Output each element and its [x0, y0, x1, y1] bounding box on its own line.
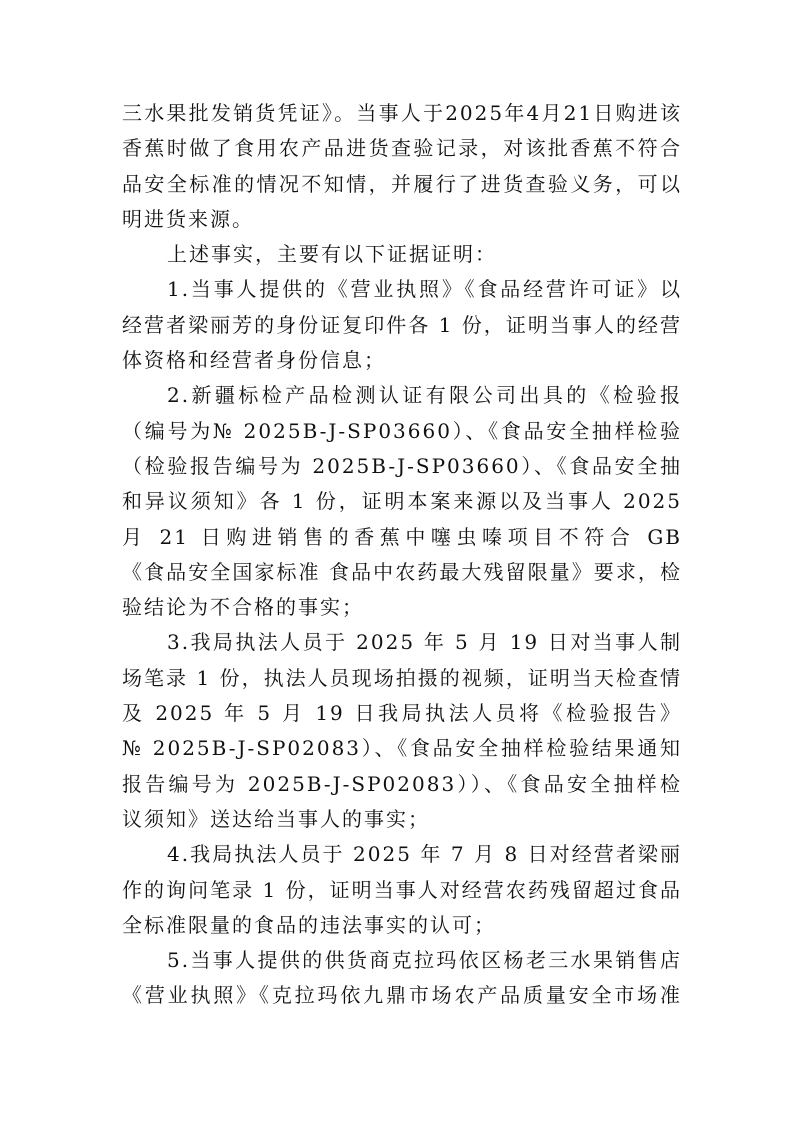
text-line: 作的询问笔录 1 份，证明当事人对经营农药残留超过食品	[122, 877, 682, 902]
text-line: （检验报告编号为 2025B-J-SP03660）、《食品安全抽	[122, 453, 682, 478]
document-body	[122, 96, 682, 1014]
text-line: 验结论为不合格的事实；	[122, 595, 364, 620]
text-line: 1.当事人提供的《营业执照》《食品经营许可证》以	[167, 277, 682, 302]
text-line: 品安全标准的情况不知情，并履行了进货查验义务，可以	[122, 171, 682, 196]
text-line: 体资格和经营者身份信息；	[122, 348, 386, 373]
text-line: 全标准限量的食品的违法事实的认可；	[122, 912, 496, 937]
text-line: 香蕉时做了食用农产品进货查验记录，对该批香蕉不符合	[122, 136, 682, 161]
text-line: 议须知》送达给当事人的事实；	[122, 806, 430, 831]
text-line: 场笔录 1 份，执法人员现场拍摄的视频，证明当天检查情	[122, 665, 682, 690]
text-line: 2.新疆标检产品检测认证有限公司出具的《检验报	[167, 383, 682, 408]
text-line: 明进货来源。	[122, 206, 254, 231]
text-line: 3.我局执法人员于 2025 年 5 月 19 日对当事人制	[167, 630, 682, 655]
text-line: 三水果批发销货凭证》。当事人于2025年4月21日购进该	[122, 101, 682, 125]
text-line: 《营业执照》《克拉玛依九鼎市场农产品质量安全市场准	[122, 983, 682, 1008]
text-line: 上述事实，主要有以下证据证明：	[167, 242, 497, 267]
text-line: 及 2025 年 5 月 19 日我局执法人员将《检验报告》	[122, 701, 682, 726]
text-line: 经营者梁丽芳的身份证复印件各 1 份，证明当事人的经营	[122, 312, 682, 337]
text-line: 4.我局执法人员于 2025 年 7 月 8 日对经营者梁丽	[167, 842, 682, 867]
text-line: 月 21 日购进销售的香蕉中噻虫嗪项目不符合 GB	[122, 524, 682, 549]
text-line: 和异议须知》各 1 份，证明本案来源以及当事人 2025	[122, 489, 682, 514]
text-line: （编号为№ 2025B-J-SP03660）、《食品安全抽样检验	[122, 418, 682, 443]
text-line: № 2025B-J-SP02083）、《食品安全抽样检验结果通知	[122, 736, 682, 761]
text-line: 5.当事人提供的供货商克拉玛依区杨老三水果销售店	[167, 948, 682, 973]
text-line: 《食品安全国家标准 食品中农药最大残留限量》要求，检	[122, 559, 682, 584]
text-line: 报告编号为 2025B-J-SP02083））、《食品安全抽样检	[122, 771, 682, 796]
